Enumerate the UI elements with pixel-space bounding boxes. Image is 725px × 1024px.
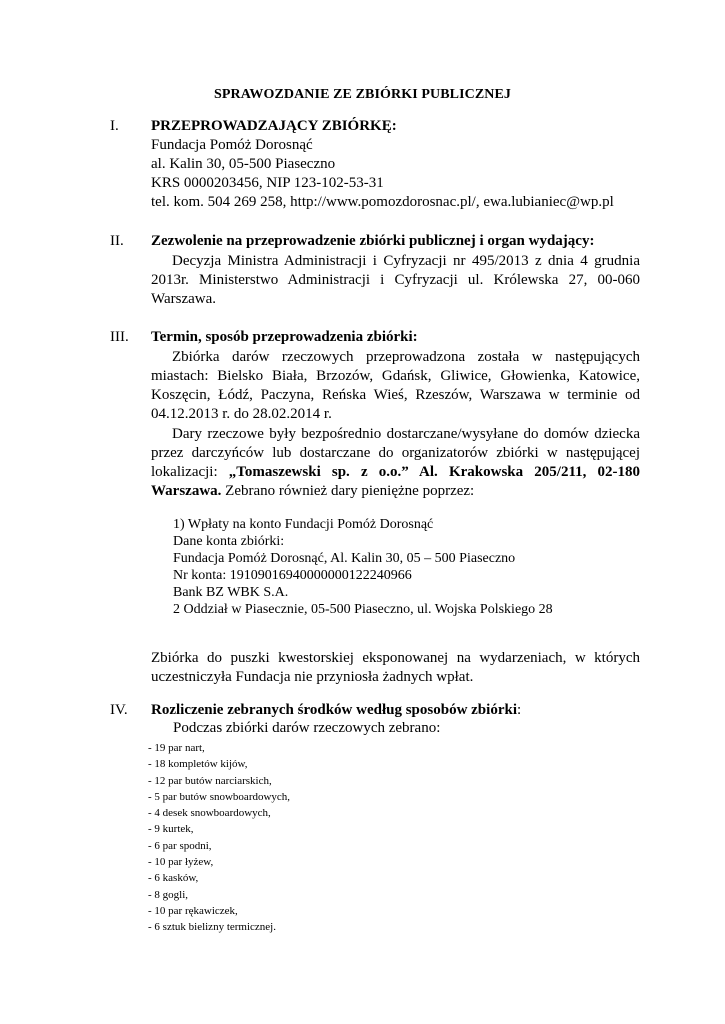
section-4-number: IV. (110, 702, 128, 718)
bank-line-4: Nr konta: 19109016940000000122240966 (173, 568, 412, 583)
section-4-heading-text: Rozliczenie zebranych środków według sposobów zbiórki (151, 702, 517, 718)
bank-line-6: 2 Oddział w Piasecznie, 05-500 Piaseczno, ul. Wojska Polskiego 28 (173, 602, 553, 617)
list-item: - 6 sztuk bielizny termicznej. (148, 921, 276, 934)
list-item: - 4 desek snowboardowych, (148, 807, 271, 820)
delivery-text-start: Dary rzeczowe były bezpośrednio dostarczane/wysyłane do domów dziecka przez darczyńców lub dostarczane do organizatorów zbiórki w następującej lokalizacji: (151, 426, 640, 480)
list-item: - 6 par spodni, (148, 839, 212, 852)
document-title: SPRAWOZDANIE ZE ZBIÓRKI PUBLICZNEJ (213, 87, 512, 102)
bank-account-block (173, 516, 553, 618)
list-item: - 10 par rękawiczek, (148, 904, 238, 917)
list-item: - 19 par nart, (148, 742, 205, 754)
organizer-krs-nip: KRS 0000203456, NIP 123-102-53-31 (151, 175, 384, 191)
delivery-text-end: Zebrano również dary pieniężne poprzez: (221, 483, 475, 499)
list-item: - 10 par łyżew, (148, 856, 214, 869)
collection-box-text: Zbiórka do puszki kwestorskiej eksponowanej na wydarzeniach, w których uczestniczyła Fundacja nie przyniosła żadnych wpłat. (151, 650, 640, 685)
delivery-text (151, 425, 640, 501)
section-4-heading (151, 702, 521, 719)
organizer-address: al. Kalin 30, 05-500 Piaseczno (151, 156, 336, 172)
bank-line-5: Bank BZ WBK S.A. (173, 585, 289, 600)
bank-line-3: Fundacja Pomóż Dorosnąć, Al. Kalin 30, 05 – 500 Piaseczno (173, 551, 516, 566)
list-item: - 9 kurtek, (148, 823, 194, 836)
section-2-heading: Zezwolenie na przeprowadzenie zbiórki publicznej i organ wydający: (151, 233, 595, 249)
bank-line-2: Dane konta zbiórki: (173, 534, 285, 549)
list-item: - 18 kompletów kijów, (148, 758, 248, 771)
list-item: - 6 kasków, (148, 872, 199, 885)
section-2-number: II. (110, 233, 124, 249)
collection-places-text: Zbiórka darów rzeczowych przeprowadzona została w następujących miastach: Bielsko Biała, Brzozów, Gdańsk, Gliwice, Głowienka, Katowice, Koszęcin, Łódź, Paczyna, Reńska Wieś, Rzeszów, Warszawa w terminie od 04.12.2013 r. do 28.02.2014 r. (151, 349, 640, 422)
items-intro: Podczas zbiórki darów rzeczowych zebrano: (173, 720, 441, 736)
list-item: - 12 par butów narciarskich, (148, 774, 272, 787)
bank-line-1: 1) Wpłaty na konto Fundacji Pomóż Dorosnąć (173, 517, 434, 532)
delivery-location: „Tomaszewski sp. z o.o.” Al. Krakowska 205/211, 02-180 Warszawa. (151, 464, 640, 499)
organizer-contact: tel. kom. 504 269 258, http://www.pomozdorosnac.pl/, ewa.lubianiec@wp.pl (151, 194, 614, 210)
list-item: - 5 par butów snowboardowych, (148, 790, 291, 803)
collected-items-list (148, 740, 290, 936)
section-3-number: III. (110, 329, 129, 345)
permit-text: Decyzja Ministra Administracji i Cyfryzacji nr 495/2013 z dnia 4 grudnia 2013r. Ministerstwo Administracji i Cyfryzacji ul. Królewska 27, 00-060 Warszawa. (151, 253, 640, 307)
section-4-heading-colon: : (516, 702, 522, 718)
list-item: - 8 gogli, (148, 888, 189, 901)
section-3-heading: Termin, sposób przeprowadzenia zbiórki: (151, 329, 418, 345)
organizer-name: Fundacja Pomóż Dorosnąć (151, 137, 313, 153)
section-1-heading: PRZEPROWADZAJĄCY ZBIÓRKĘ: (151, 118, 397, 134)
section-1-number: I. (110, 118, 119, 134)
